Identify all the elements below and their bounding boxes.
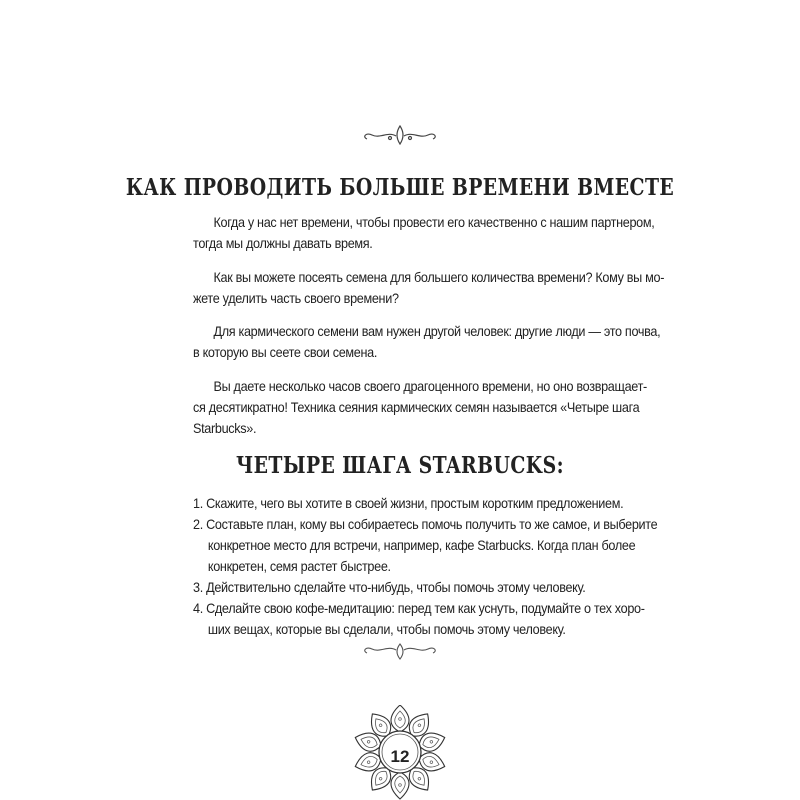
text-line: Starbucks». [193,420,257,436]
steps-list [193,493,658,640]
text-line: Для кармического семени вам нужен другой человек: другие люди — это почва, [213,324,661,339]
text-line: Вы даете несколько часов своего драгоценного времени, но оно возвращает- [213,378,647,394]
text-line: Когда у нас нет времени, чтобы провести его качественно с нашим партнером, [213,215,655,230]
text-line: Как вы можете посеять семена для большего количества времени? Кому вы мо- [213,269,665,285]
text-line: 1. Скажите, чего вы хотите в своей жизни, простым коротким предложением. [193,496,624,511]
text-line: 3. Действительно сделайте что-нибудь, чтобы помочь этому человеку. [193,580,586,595]
text-line: конкретен, семя растет быстрее. [207,559,391,574]
petal [391,772,409,799]
ornament-divider-icon [350,638,450,662]
list-item [193,493,624,514]
subsection-heading: ЧЕТЫРЕ ШАГА STARBUCKS: [236,452,564,479]
text-line: в которую вы сеете свои семена. [193,345,378,360]
list-item [193,577,613,598]
text-line: жете уделить часть своего времени? [193,290,399,306]
text-line: 2. Составьте план, кому вы собираетесь помочь получить то же самое, и выберите [193,517,658,532]
paragraph [193,376,647,439]
text-line: ших вещах, которые вы сделали, чтобы помочь этому человеку. [207,622,566,637]
text-line: тогда мы должны давать время. [193,236,373,251]
page-number: 12 [390,747,410,766]
text-line: 4. Сделайте свою кофе-медитацию: перед тем как уснуть, подумайте о тех хоро- [193,601,645,616]
list-item [193,514,658,577]
paragraph [193,321,661,363]
list-item [193,598,645,640]
paragraph [193,267,665,309]
ornament-divider-icon [350,123,450,147]
petal [391,705,409,732]
text-line: ся десятикратно! Техника сеяния кармических семян называется «Четыре шага [193,399,640,415]
body-text [193,212,665,451]
section-heading: КАК ПРОВОДИТЬ БОЛЬШЕ ВРЕМЕНИ ВМЕСТЕ [125,174,675,201]
paragraph [193,212,655,254]
text-line: конкретное место для встречи, например, кафе Starbucks. Когда план более [207,538,636,553]
